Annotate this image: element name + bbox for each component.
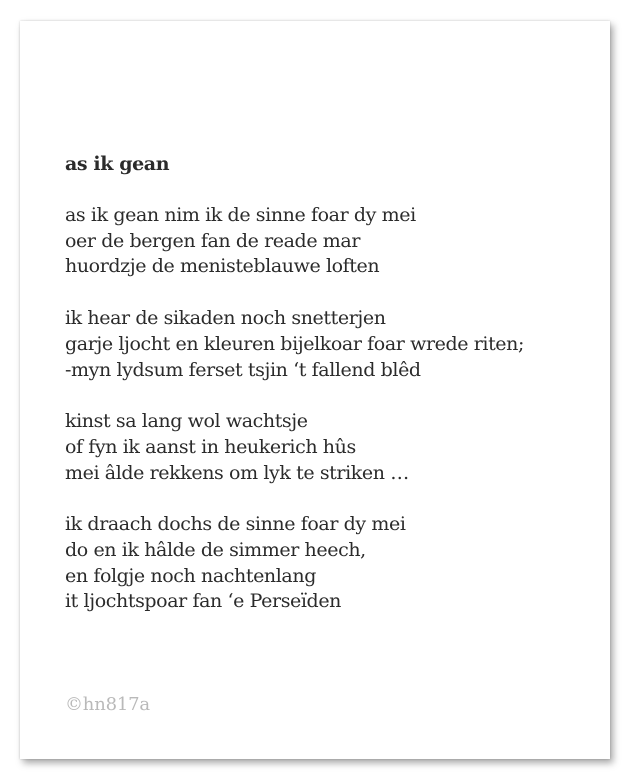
poem-line: ik draach dochs de sinne foar dy mei bbox=[65, 513, 406, 536]
poem-line: huordzje de menisteblauwe loften bbox=[65, 255, 380, 278]
poem bbox=[65, 151, 524, 641]
poem-line: en folgje noch nachtenlang bbox=[65, 564, 316, 587]
poem-line: of fyn ik aanst in heukerich hûs bbox=[65, 435, 356, 458]
poem-line: mei âlde rekkens om lyk te striken … bbox=[65, 461, 409, 484]
poem-line: kinst sa lang wol wachtsje bbox=[65, 410, 308, 433]
poem-line: as ik gean nim ik de sinne foar dy mei bbox=[65, 204, 416, 226]
copyright-notice: ©hn817a bbox=[65, 694, 150, 715]
poem-line: -myn lydsum ferset tsjin ‘t fallend blêd bbox=[65, 358, 421, 381]
stanza-1 bbox=[65, 203, 524, 280]
poem-card bbox=[20, 21, 610, 759]
poem-line: garje ljocht en kleuren bijelkoar foar wrede riten; bbox=[65, 332, 524, 355]
stanza-4 bbox=[65, 512, 524, 615]
stanza-3 bbox=[65, 409, 524, 486]
poem-line: do en ik hâlde de simmer heech, bbox=[65, 539, 366, 562]
poem-line: oer de bergen fan de reade mar bbox=[65, 229, 361, 252]
poem-line: ik hear de sikaden noch snetterjen bbox=[65, 307, 386, 330]
stanza-2 bbox=[65, 306, 524, 383]
poem-line: it ljochtspoar fan ‘e Perseïden bbox=[65, 590, 342, 613]
poem-title: as ik gean bbox=[65, 153, 170, 175]
